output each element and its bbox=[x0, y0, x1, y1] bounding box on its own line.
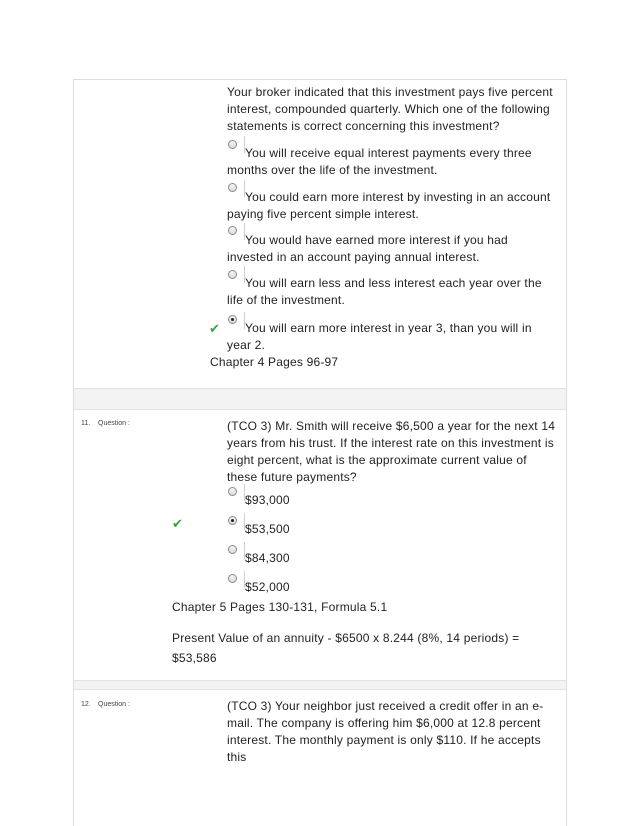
q11-explanation-reference: Chapter 5 Pages 130-131, Formula 5.1 bbox=[172, 600, 388, 614]
q10-option-1-label: You will receive equal interest payments every three months over the life of the investment. bbox=[227, 146, 532, 177]
q11-top-divider bbox=[74, 402, 566, 410]
q12-stem: (TCO 3) Your neighbor just received a credit offer in an e-mail. The company is offering him $6,000 at 12.8 percent interest. The monthly payment is only $110. If he accepts this bbox=[227, 699, 544, 764]
q10-stem: Your broker indicated that this investment pays five percent interest, compounded quarterly. Which one of the following statements is correct concerning this investment? bbox=[227, 85, 553, 133]
q12-number: 12. bbox=[81, 701, 91, 708]
q11-number: 11. bbox=[81, 420, 91, 427]
q12-label: Question : bbox=[98, 701, 130, 708]
q10-option-5-label: You will earn more interest in year 3, than you will in year 2. bbox=[227, 321, 532, 352]
q11-option-2-label: $53,500 bbox=[245, 522, 290, 536]
q11-option-3-label: $84,300 bbox=[245, 551, 290, 565]
q11-correct-check-icon: ✔ bbox=[172, 517, 183, 532]
q10-correct-check-icon: ✔ bbox=[209, 322, 220, 337]
q11-option-1-label: $93,000 bbox=[245, 493, 290, 507]
q11-stem: (TCO 3) Mr. Smith will receive $6,500 a year for the next 14 years from his trust. If the interest rate on this investment is eight percent, what is the approximate current value of these future payments? bbox=[227, 419, 556, 484]
q11-explanation-formula: Present Value of an annuity - $6500 x 8.244 (8%, 14 periods) = $53,586 bbox=[172, 631, 520, 665]
q11-option-4-label: $52,000 bbox=[245, 580, 290, 594]
q11-label: Question : bbox=[98, 420, 130, 427]
q10-explanation: Chapter 4 Pages 96-97 bbox=[210, 355, 339, 369]
q10-option-4-label: You will earn less and less interest each year over the life of the investment. bbox=[227, 276, 542, 307]
q10-option-2-label: You could earn more interest by investing in an account paying five percent simple interest. bbox=[227, 190, 551, 221]
q10-option-3-label: You would have earned more interest if you had invested in an account paying annual interest. bbox=[227, 233, 508, 264]
q11-bottom-divider bbox=[74, 680, 566, 690]
